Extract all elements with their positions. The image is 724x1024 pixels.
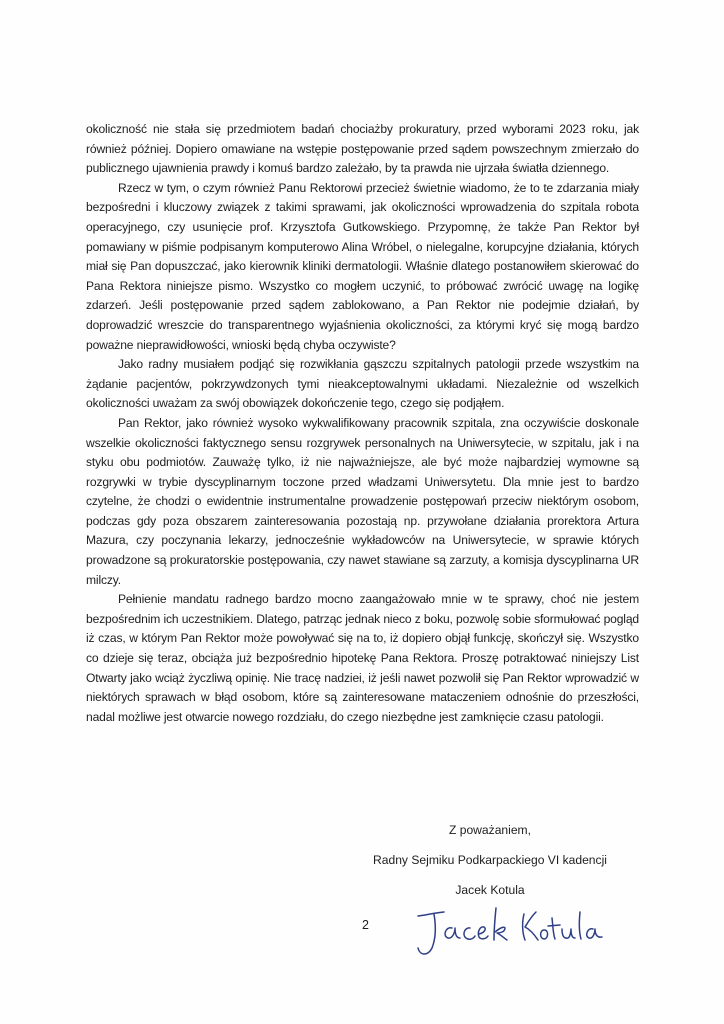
- page-number: 2: [362, 918, 369, 932]
- paragraph-5: Pełnienie mandatu radnego bardzo mocno zaangażowało mnie w te sprawy, choć nie jestem bezpośrednim ich uczestnikiem. Dlatego, patrząc jednak nieco z boku, pozwolę sobie sformułować pogląd iż czas, w którym Pan Rektor może powoływać się na to, iż dopiero objął funkcję, skończył się. Wszystko co dzieje się teraz, obciąża już bezpośrednio hipotekę Pana Rektora. Proszę potraktować niniejszy List Otwarty jako wciąż życzliwą opinię. Nie tracę nadziei, iż jeśli nawet pozwolił się Pan Rektor wprowadzić w niektórych sprawach w błąd osobom, które są zainteresowane mataczeniem odnośnie do przeszłości, nadal możliwe jest otwarcie nowego rozdziału, do czego niezbędne jest zamknięcie czasu patologii.: [86, 592, 639, 724]
- closing-greeting: Z poważaniem,: [448, 823, 531, 837]
- paragraph-2: Rzecz w tym, o czym również Panu Rektorowi przecież świetnie wiadomo, że to te zdarzania miały bezpośredni i kluczowy związek z takimi sprawami, jak okoliczności wprowadzenia do szpitala robota operacyjnego, czy usunięcie prof. Krzysztofa Gutkowskiego. Przypomnę, że także Pan Rektor był pomawiany w piśmie podpisanym komputerowo Alina Wróbel, o nielegalne, korupcyjne działania, których miał się Pan dopuszczać, jako kierownik kliniki dermatologii. Właśnie dlatego postanowiłem skierować do Pana Rektora niniejsze pismo. Wszystko co mogłem uczynić, to próbować zwrócić uwagę na logikę zdarzeń. Jeśli postępowanie przed sądem zablokowano, a Pan Rektor nie podejmie działań, by doprowadzić wreszcie do transparentnego wyjaśnienia okoliczności, za którymi kryć się mogą bardzo poważne nieprawidłowości, wnioski będą chyba oczywiste?: [86, 180, 639, 352]
- letter-body: [86, 120, 639, 727]
- signatory-name: Jacek Kotula: [455, 883, 525, 897]
- paragraph-4: Pan Rektor, jako również wysoko wykwalifikowany pracownik szpitala, zna oczywiście doskonale wszelkie okoliczności faktycznego sensu rozgrywek personalnych na Uniwersytecie, w szpitalu, jak i na styku obu podmiotów. Zauważę tylko, iż nie najważniejsze, ale być może najbardziej wymowne są rozgrywki w trybie dyscyplinarnym toczone przed władzami Uniwersytetu. Dla mnie jest to bardzo czytelne, że chodzi o ewidentnie instrumentalne prowadzenie postępowań przeciw niektórym osobom, podczas gdy poza obszarem zainteresowania pozostają np. przywołane działania prorektora Artura Mazura, czy poczynania lekarzy, jednocześnie wykładowców na Uniwersytecie, w sprawie których prowadzone są prokuratorskie postępowania, czy nawet stawiane są zarzuty, a komisja dyscyplinarna UR milczy.: [86, 415, 639, 587]
- handwritten-signature: [412, 898, 612, 962]
- paragraph-3: Jako radny musiałem podjąć się rozwikłania gąszczu szpitalnych patologii przede wszystkim na żądanie pacjentów, pokrzywdzonych tymi nieakceptowalnymi układami. Niezależnie od wszelkich okoliczności uważam za swój obowiązek dokończenie tego, czego się podjąłem.: [86, 357, 639, 411]
- paragraph-1: okoliczność nie stała się przedmiotem badań chociażby prokuratury, przed wyborami 2023 roku, jak również później. Dopiero omawiane na wstępie postępowanie przed sądem powszechnym zmierzało do publicznego ujawnienia prawdy i komuś bardzo zależało, by ta prawda nie ujrzała światła dziennego.: [86, 122, 639, 176]
- signatory-title: Radny Sejmiku Podkarpackiego VI kadencji: [373, 853, 607, 867]
